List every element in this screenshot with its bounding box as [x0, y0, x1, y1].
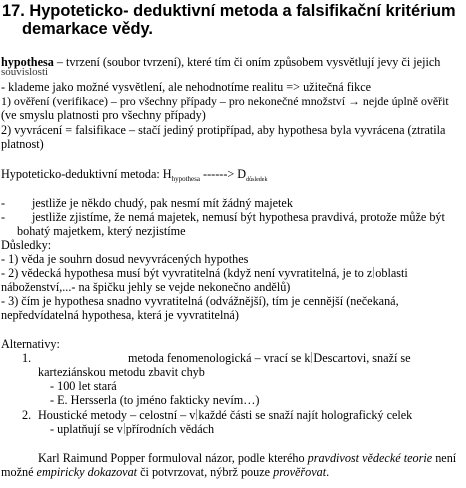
cursor-mark	[124, 423, 125, 434]
text-line: 1) ověření (verifikace) – pro všechny případy – pro nekonečné množství → nejde úplně ověřit	[1, 94, 449, 108]
text-line: - klademe jako možné vysvětlení, ale nehodnotíme realitu => užitečná fikce	[1, 80, 372, 94]
definition-line-2: souvislosti	[1, 66, 49, 78]
text-line: karteziánskou metodu zbavit chyb	[38, 365, 205, 379]
list-item: Houstické metody – celostní – v každé části se snaží najít holografický celek	[38, 408, 413, 422]
term-hypothesa: hypothesa	[1, 55, 54, 69]
text-line: náboženství,...- na špičku jehly se vejde nekonečno andělů)	[1, 280, 291, 294]
definition-line: hypothesa – tvrzení (soubor tvrzení), které tím či oním způsobem vysvětlují jevy či jejich	[1, 55, 441, 69]
text-line: - uplatňují se v přírodních vědách	[50, 422, 215, 436]
section-heading: Alternativy:	[1, 337, 60, 351]
page-title	[2, 2, 464, 38]
title-line-2: demarkace vědy.	[22, 20, 153, 38]
text-line: - 100 let stará	[50, 379, 117, 393]
list-item: -	[1, 210, 6, 224]
bullet-text: jestliže je někdo chudý, pak nesmí mít žádný majetek	[32, 196, 293, 210]
text-line: - E. Hersserla (to jméno fakticky nevím…)	[50, 393, 260, 407]
text-line: platnost)	[1, 137, 44, 151]
popper-paragraph-line-1: Karl Raimund Popper formuloval názor, podle kterého pravdivost vědecké teorie není	[38, 451, 457, 465]
popper-paragraph-line-2: možné empiricky dokazovat či potvrzovat, nýbrž pouze prověřovat.	[1, 465, 330, 479]
list-item: - 2) vědecká hypothesa musí být vyvratitelná (když není vyvratitelná, je to z oblasti	[1, 266, 408, 280]
list-number: 1.	[22, 351, 32, 365]
bullet-text: jestliže zjistíme, že nemá majetek, nemusí být hypothesa pravdivá, protože může být	[32, 210, 445, 224]
text-line: (ve smyslu platnosti pro všechny případy)	[1, 108, 206, 122]
title-line-1: Hypoteticko- deduktivní metoda a falsifikační kritérium	[29, 2, 456, 20]
list-item: -	[1, 196, 6, 210]
list-number: 2.	[22, 408, 32, 422]
title-number: 17.	[2, 2, 25, 20]
list-item: - 1) věda je souhrn dosud nevyvrácených hypothes	[1, 252, 249, 266]
method-formula: Hypoteticko-deduktivní metoda: $H_{hypothesa}$ ------> $D_{důsledek}$	[1, 167, 268, 183]
list-item: - 3) čím je hypothesa snadno vyvratitelná (odvážnější), tím je cennější (nečekaná,	[1, 294, 399, 308]
bullet-text: bohatý majetkem, který nezjistíme	[17, 224, 186, 238]
section-heading: Důsledky:	[1, 238, 52, 252]
list-item: metoda fenomenologická – vrací se k Descartovi, snaží se	[128, 351, 411, 365]
text-line: 2) vyvrácení = falsifikace – stačí jediný protipřípad, aby hypothesa byla vyvrácena (ztratila	[1, 123, 446, 137]
text-line: nepředvídatelná hypothesa, která je vyvratitelná)	[1, 308, 239, 322]
